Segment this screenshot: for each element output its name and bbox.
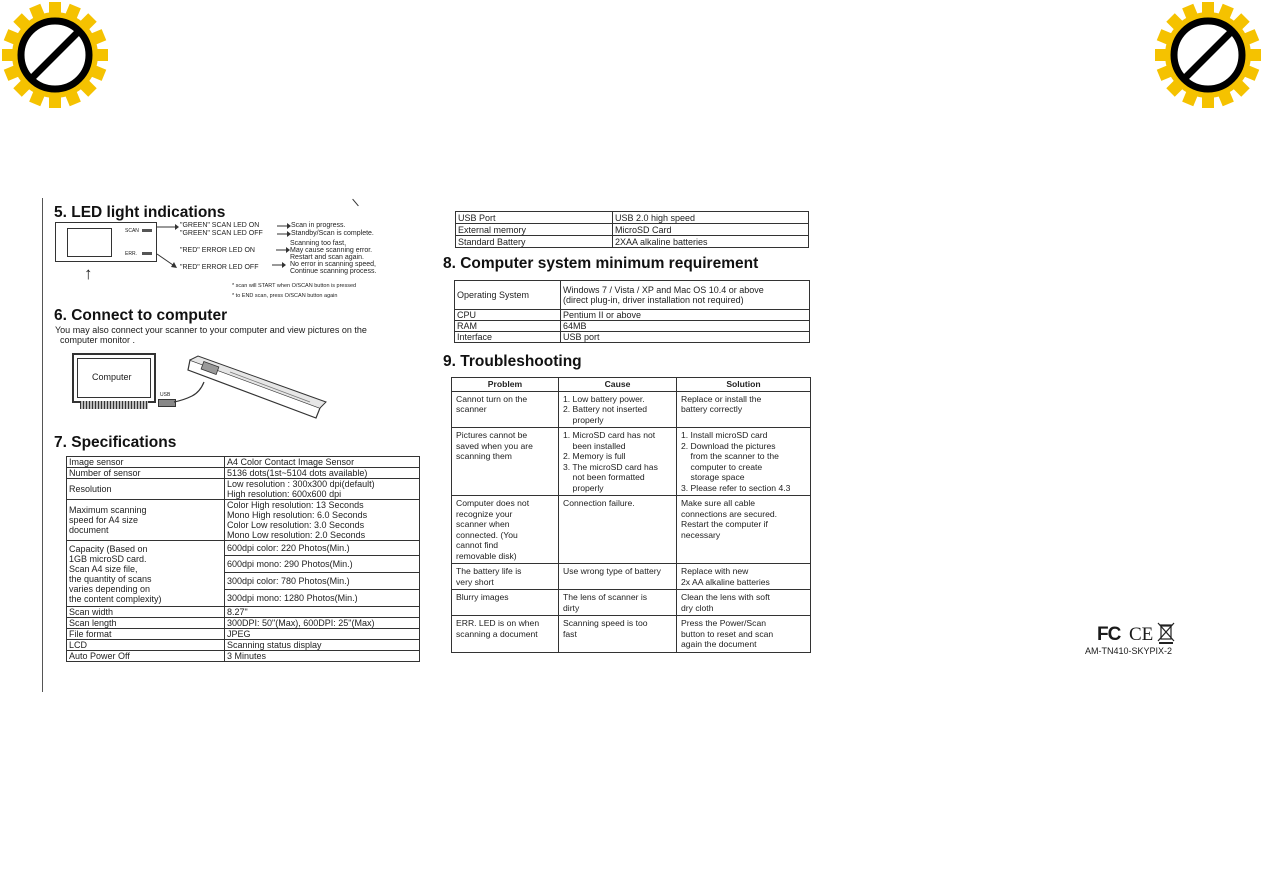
led-heading: 5. LED light indications xyxy=(54,204,226,221)
green-on-label: "GREEN" SCAN LED ON xyxy=(180,222,260,229)
connect-text-2: computer monitor . xyxy=(60,335,136,345)
table-row: RAM 64MB xyxy=(455,321,810,332)
computer-monitor-illustration xyxy=(72,353,156,403)
sysreq-table xyxy=(454,280,810,343)
col-solution: Solution xyxy=(677,378,811,392)
table-row: ERR. LED is on when scanning a document Scanning speed is too fast Press the Power/Scan button to reset and scan again the document xyxy=(452,616,811,653)
table-row: Capacity (Based on 1GB microSD card. Scan A4 size file, the quantity of scans varies depending on the content complexity) 600dpi color: 220 Photos(Min.) xyxy=(67,541,420,556)
page-margin-rule xyxy=(42,198,43,692)
green-off-label: "GREEN" SCAN LED OFF xyxy=(180,230,263,237)
scanner-display-diagram xyxy=(55,222,157,262)
table-header-row xyxy=(452,378,811,392)
troubleshooting-table xyxy=(451,377,811,653)
table-row: Auto Power Off 3 Minutes xyxy=(67,651,420,662)
sysreq-heading: 8. Computer system minimum requirement xyxy=(443,255,759,272)
table-row: Maximum scanning speed for A4 size document Color High resolution: 13 Seconds Mono High resolution: 6.0 Seconds Color Low resolution: 3.0 Seconds Mono Low resolution: 2.0 Seconds xyxy=(67,500,420,541)
led-arrows-red-off xyxy=(270,260,290,270)
red-on-result-2: May cause scanning error. xyxy=(290,247,373,254)
specifications-continued-table xyxy=(455,211,809,248)
table-row: Image sensor A4 Color Contact Image Sensor xyxy=(67,457,420,468)
table-row: Number of sensor 5136 dots(1st~5104 dots available) xyxy=(67,468,420,479)
crossed-bin-icon xyxy=(1157,620,1175,644)
table-row: 300dpi color: 780 Photos(Min.) xyxy=(67,573,420,590)
table-row: Standard Battery 2XAA alkaline batteries xyxy=(456,236,809,248)
scan-end-note: * to END scan, press O/SCAN button again xyxy=(232,293,338,299)
scan-led xyxy=(142,229,152,232)
table-row: File format JPEG xyxy=(67,629,420,640)
table-row: Resolution Low resolution : 300x300 dpi(default) High resolution: 600x600 dpi xyxy=(67,479,420,500)
red-off-result-2: Continue scanning process. xyxy=(290,268,377,275)
lcd-screen xyxy=(67,228,112,257)
table-row: Pictures cannot be saved when you are scanning them 1. MicroSD card has not been installed 2. Memory is full 3. The microSD card has not been formatted properly 1. Install microSD card 2. Download the pictures from the scanner to the computer to create storage space 3. Please refer to section 4.3 xyxy=(452,428,811,496)
table-row: Operating System Windows 7 / Vista / XP and Mac OS 10.4 or above (direct plug-in, driver installation not required) xyxy=(455,281,810,310)
red-on-label: "RED" ERROR LED ON xyxy=(180,247,255,254)
usb-label: USB xyxy=(160,392,171,398)
table-row: USB Port USB 2.0 high speed xyxy=(456,212,809,224)
no-entry-gear-icon xyxy=(1153,0,1263,110)
scanner-illustration xyxy=(170,352,330,422)
table-row: Interface USB port xyxy=(455,332,810,343)
col-problem: Problem xyxy=(452,378,559,392)
specifications-table xyxy=(66,456,420,662)
table-row: 600dpi mono: 290 Photos(Min.) xyxy=(67,556,420,573)
table-row: The battery life is very short Use wrong type of battery Replace with new 2x AA alkaline batteries xyxy=(452,564,811,590)
scan-led-label: SCAN xyxy=(125,228,139,234)
green-on-result: Scan in progress. xyxy=(291,222,346,229)
table-row: Scan length 300DPI: 50"(Max), 600DPI: 25"(Max) xyxy=(67,618,420,629)
table-row: LCD Scanning status display xyxy=(67,640,420,651)
table-row: 300dpi mono: 1280 Photos(Min.) xyxy=(67,590,420,607)
up-arrow-icon: ↑ xyxy=(84,264,93,283)
col-cause: Cause xyxy=(559,378,677,392)
red-on-result-3: Restart and scan again. xyxy=(290,254,364,261)
table-row: Scan width 8.27" xyxy=(67,607,420,618)
connect-heading: 6. Connect to computer xyxy=(54,307,228,324)
table-row: External memory MicroSD Card xyxy=(456,224,809,236)
table-row: Blurry images The lens of scanner is dirty Clean the lens with soft dry cloth xyxy=(452,590,811,616)
monitor-stand xyxy=(80,401,148,409)
model-number: AM-TN410-SKYPIX-2 xyxy=(1085,646,1173,656)
green-off-result: Standby/Scan is complete. xyxy=(291,230,374,237)
red-off-result-1: No error in scanning speed, xyxy=(290,261,376,268)
err-led-label: ERR. xyxy=(125,251,137,257)
monitor-label: Computer xyxy=(92,372,132,382)
table-row: CPU Pentium II or above xyxy=(455,310,810,321)
table-row: Cannot turn on the scanner 1. Low battery power. 2. Battery not inserted properly Replace or install the battery correctly xyxy=(452,391,811,428)
troubleshooting-heading: 9. Troubleshooting xyxy=(443,353,582,370)
fc-mark: FC xyxy=(1097,624,1121,645)
red-off-label: "RED" ERROR LED OFF xyxy=(180,264,259,271)
table-row: Computer does not recognize your scanner when connected. (You cannot find removable disk) Connection failure. Make sure all cable connections are secured. Restart the computer if necessary xyxy=(452,496,811,564)
no-entry-gear-icon xyxy=(0,0,110,110)
ce-mark: CE xyxy=(1129,624,1154,645)
connect-text-1: You may also connect your scanner to your computer and view pictures on the xyxy=(55,325,367,335)
err-led xyxy=(142,252,152,255)
tick-mark xyxy=(352,199,359,207)
scan-start-note: * scan will START when O/SCAN button is pressed xyxy=(232,283,357,289)
specs-heading: 7. Specifications xyxy=(54,434,177,451)
red-on-result-1: Scanning too fast, xyxy=(290,240,347,247)
